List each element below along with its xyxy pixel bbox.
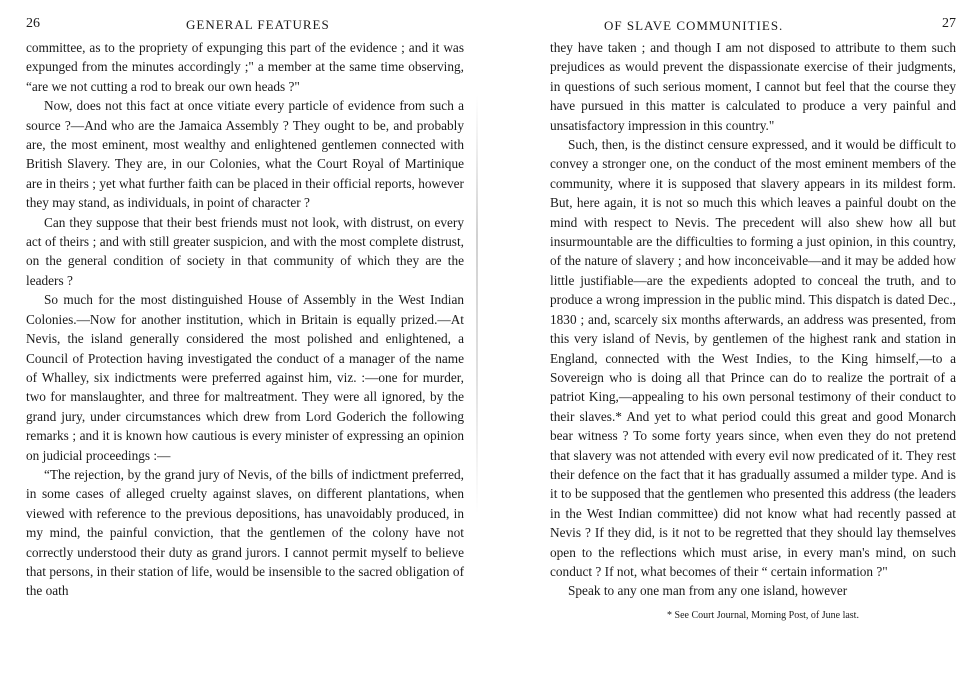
right-paragraph-1: they have taken ; and though I am not disposed to attribute to them such prejudices as would prevent the dispassionate exercise of their judgments, in questions of such serious moment, I cannot but feel that the course they have pursued in this matter is calculated to produce a very painful and unsatisfactory impression in this country."	[550, 40, 956, 133]
left-paragraph-2: Now, does not this fact at once vitiate every particle of evidence from such a source ?—And who are the Jamaica Assembly ? They ought to be, and probably are, the most eminent, most wealthy and enlightened gentlemen connected with British Slavery. They are, in our Colonies, what the Court Royal of Martinique are in theirs ; yet what further faith can be placed in their official reports, however they may stand, as individuals, in point of character ?	[26, 98, 464, 211]
right-page	[490, 0, 980, 699]
right-body-text	[550, 38, 956, 601]
right-running-head	[550, 16, 956, 38]
right-paragraph-2: Such, then, is the distinct censure expressed, and it would be difficult to convey a stronger one, on the conduct of the most eminent members of the community, where it is supposed that slavery appears in its mildest form. But, here again, it is not so much this which leaves a painful doubt on the mind with respect to Nevis. The precedent will also shew how all but insurmountable are the difficulties to forming a just opinion, in this country, of the nature of slavery ; and how inconceivable—and it may be added how little justifiable—are the expedients adopted to conceal the truth, and to produce a wrong impression in the public mind. This dispatch is dated Dec., 1830 ; and, scarcely six months afterwards, an address was presented, from this very island of Nevis, by gentlemen of the highest rank and station in England, connected with the West Indies, to the King himself,—to a Sovereign who is doing all that Prince can do to realize the portrait of a patriot King,—appealing to his own personal testimony of their conduct to their slaves.* And yet to what period could this great and good Monarch bear witness ? To some forty years since, when even they do not pretend that slavery was not attended with every evil now predicated of it. They rest their defence on the fact that it has gradually assumed a milder type. And is it to be supposed that the gentlemen who presented this address (the leaders in the West Indian committee) did not know what had recently passed at Nevis ? If they did, is it not to be regretted that they should lay themselves open to the reflections which must arise, in every man's mind, on such conduct ? If not, what becomes of their “ certain information ?"	[550, 137, 956, 579]
left-paragraph-5: “The rejection, by the grand jury of Nevis, of the bills of indictment preferred, in some cases of alleged cruelty against slaves, on different plantations, when viewed with reference to the previous depositions, has unavoidably produced, in my mind, the painful conviction, that the gentlemen of the colony have not correctly understood their duty as grand jurors. I cannot permit myself to believe that persons, in their station of life, would be insensible to the sacred obligation of the oath	[26, 466, 464, 599]
left-body-text	[26, 38, 464, 601]
left-page-number: 26	[26, 16, 40, 31]
footnote: * See Court Journal, Morning Post, of June last.	[667, 609, 859, 621]
left-running-title: GENERAL FEATURES	[186, 17, 330, 32]
left-paragraph-4: So much for the most distinguished House of Assembly in the West Indian Colonies.—Now for another institution, which in Britain is equally prized.—At Nevis, the island generally considered the most polished and enlightened, a Council of Protection having investigated the conduct of a manager of the name of Whalley, six indictments were preferred against him, viz. :—one for murder, two for manslaughter, and three for maltreatment. They were all ignored, by the grand jury, under circumstances which drew from Lord Goderich the following remarks ; and it is known how cautious is every minister of expressing an opinion on judicial proceedings :—	[26, 292, 464, 463]
left-running-head	[26, 16, 464, 38]
right-paragraph-3: Speak to any one man from any one island, however	[568, 583, 848, 599]
book-gutter	[476, 95, 478, 515]
left-page	[0, 0, 478, 699]
left-paragraph-1: committee, as to the propriety of expunging this part of the evidence ; and it was expunged from the minutes accordingly ;" a member at the same time observing, “are we not cutting a rod to break our own heads ?"	[26, 40, 464, 94]
left-paragraph-3: Can they suppose that their best friends must not look, with distrust, on every act of theirs ; and with still greater suspicion, and with the most complete distrust, on the general condition of society in that community of which they are the leaders ?	[26, 214, 464, 288]
right-page-number: 27	[942, 16, 956, 31]
right-running-title: OF SLAVE COMMUNITIES.	[604, 18, 784, 33]
